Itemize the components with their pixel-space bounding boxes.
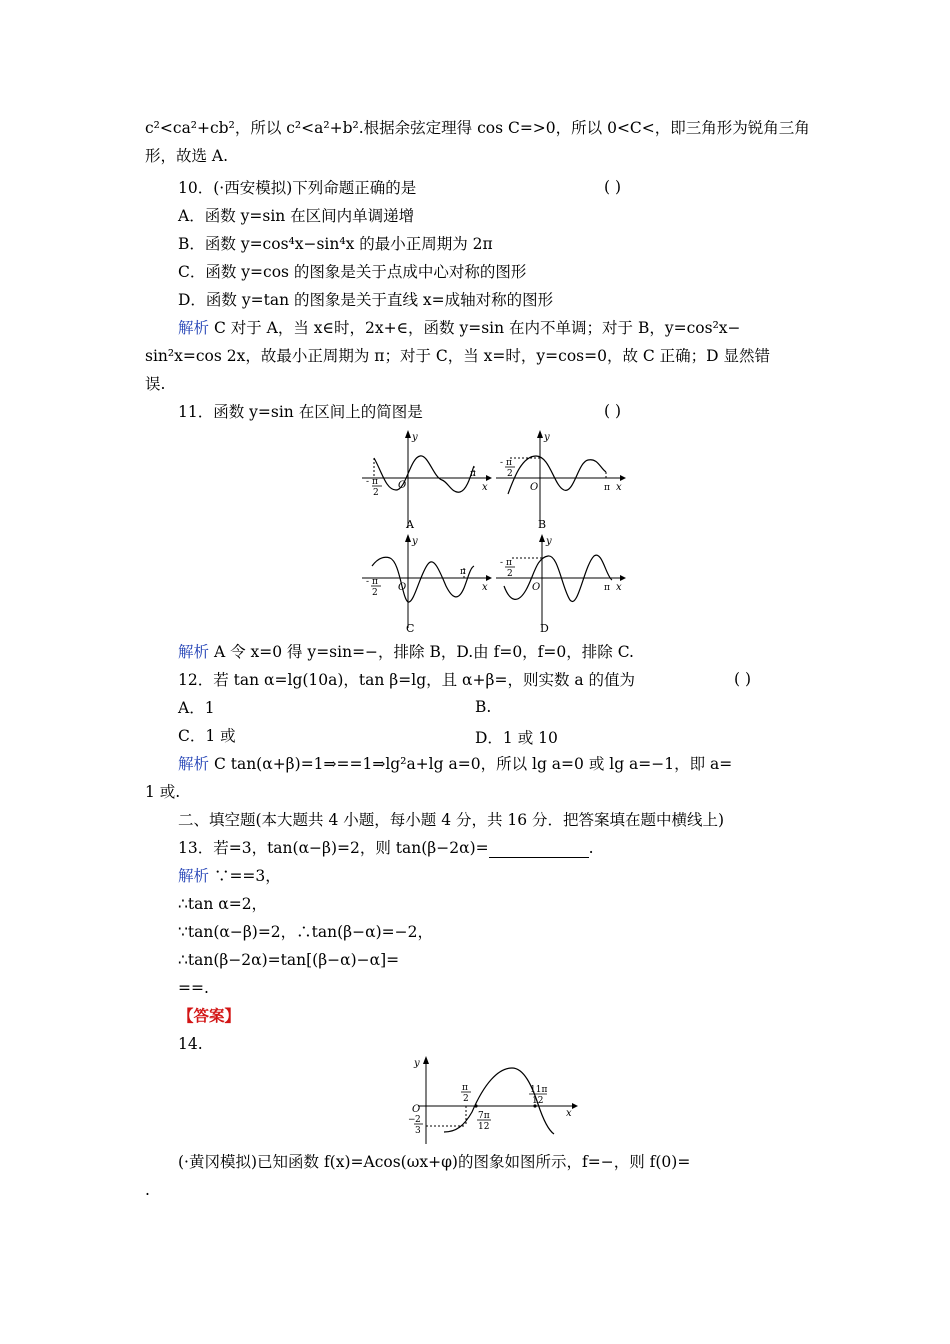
graph-a: [362, 428, 492, 533]
axis-label-x: x: [566, 1108, 572, 1119]
axis-label-x: x: [616, 482, 622, 493]
option-a: A．函数 y=sin 在区间内单调递增: [178, 207, 415, 225]
tick-pi: π: [460, 567, 466, 577]
question-10: 10．(·西安模拟)下列命题正确的是: [178, 179, 417, 197]
tick-den: 2: [507, 469, 513, 479]
option-d: D．1 或 10: [475, 729, 558, 747]
graph-label: B: [538, 518, 547, 531]
solution-text: C 对于 A，当 x∈时，2x+∈，函数 y=sin 在内不单调；对于 B，y=cos²x−: [209, 319, 741, 337]
tick-num: π: [372, 577, 378, 587]
graph-label: A: [406, 518, 414, 531]
tick-pi: π: [604, 583, 610, 593]
question-text: .: [588, 839, 594, 857]
axis-label-y: y: [412, 432, 418, 443]
tick-minus: -: [500, 458, 504, 468]
text-line: c²<ca²+cb²，所以 c²<a²+b².根据余弦定理得 cos C=>0，所以 0<C<，即三角形为锐角三角: [145, 119, 810, 137]
origin-label: O: [398, 582, 407, 593]
axis-label-y: y: [544, 432, 550, 443]
question-13: [178, 838, 594, 858]
tick-den: 2: [463, 1094, 469, 1104]
text-line: 形，故选 A.: [145, 147, 229, 165]
origin-label: O: [398, 480, 407, 491]
tick-num: π: [506, 558, 512, 568]
solution-13: [178, 866, 281, 886]
axis-label-y: y: [546, 536, 552, 547]
answer-paren: ( ): [734, 670, 752, 688]
option-b: B．函数 y=cos⁴x−sin⁴x 的最小正周期为 2π: [178, 235, 493, 253]
text-line: ∴tan α=2，: [178, 895, 268, 913]
tick-num: π: [462, 1083, 468, 1093]
axis-label-y: y: [414, 1058, 420, 1069]
solution-label: 解析: [178, 319, 210, 337]
axis-label-x: x: [482, 482, 488, 493]
option-c: C．函数 y=cos 的图象是关于点成中心对称的图形: [178, 263, 527, 281]
text-line: .: [145, 1181, 150, 1199]
tick-num: π: [372, 477, 378, 487]
tick-minus: -: [366, 477, 370, 487]
tick-den: 12: [532, 1096, 544, 1106]
graph-label: D: [540, 622, 549, 635]
tick-den: 2: [372, 588, 378, 598]
question-14-text: (·黄冈模拟)已知函数 f(x)=Acos(ωx+φ)的图象如图所示，f=−，则 f(0)=: [178, 1153, 691, 1171]
option-c: C．1 或: [178, 727, 236, 745]
graph-d: [492, 532, 627, 637]
solution-11: [178, 642, 634, 662]
solution-text: A 令 x=0 得 y=sin=−，排除 B，D.由 f=0，f=0，排除 C.: [209, 643, 634, 661]
text-line: 误.: [145, 375, 166, 393]
graph-label: C: [406, 622, 415, 635]
graph-b: [492, 428, 627, 533]
tick-num: 2: [415, 1115, 421, 1125]
origin-label: O: [412, 1104, 421, 1115]
question-14: 14.: [178, 1035, 203, 1053]
text-line: sin²x=cos 2x，故最小正周期为 π；对于 C，当 x=时，y=cos=0，故 C 正确；D 显然错: [145, 347, 771, 365]
origin-label: O: [530, 482, 539, 493]
axis-label-x: x: [482, 582, 488, 593]
tick-den: 3: [415, 1126, 421, 1136]
question-11: 11．函数 y=sin 在区间上的简图是: [178, 403, 423, 421]
tick-den: 2: [507, 569, 513, 579]
section-heading: 二、填空题(本大题共 4 小题，每小题 4 分，共 16 分．把答案填在题中横线上): [178, 811, 725, 829]
solution-text: ∵==3，: [209, 867, 281, 885]
axis-label-y: y: [412, 536, 418, 547]
answer-blank: [489, 843, 589, 858]
tick-den: 2: [373, 488, 379, 498]
option-a: A．1: [178, 699, 215, 717]
question-text: 13．若=3，tan(α−β)=2，则 tan(β−2α)=: [178, 839, 489, 857]
text-line: 1 或.: [145, 783, 181, 801]
answer-paren: ( ): [604, 402, 622, 420]
tick-num: π: [506, 458, 512, 468]
solution-12: [178, 754, 732, 774]
tick-minus: −: [408, 1115, 416, 1125]
solution-text: C tan(α+β)=1⇒==1⇒lg²a+lg a=0，所以 lg a=0 或 lg a=−1，即 a=: [209, 755, 733, 773]
tick-num: 11π: [530, 1085, 548, 1095]
solution-10: [178, 318, 741, 338]
origin-label: O: [532, 582, 541, 593]
tick-pi: π: [470, 469, 476, 479]
question-12: 12．若 tan α=lg(10a)，tan β=lg，且 α+β=，则实数 a 的值为: [178, 671, 636, 689]
tick-den: 12: [478, 1122, 490, 1132]
answer-label: 【答案】: [178, 1006, 241, 1025]
solution-label: 解析: [178, 867, 210, 885]
solution-label: 解析: [178, 643, 210, 661]
graph-14: [404, 1054, 584, 1146]
tick-minus: -: [366, 577, 370, 587]
text-line: ∴tan(β−2α)=tan[(β−α)−α]=: [178, 951, 400, 969]
tick-pi: π: [604, 483, 610, 493]
solution-label: 解析: [178, 755, 210, 773]
axis-label-x: x: [616, 582, 622, 593]
text-line: ∵tan(α−β)=2，∴tan(β−α)=−2，: [178, 923, 433, 941]
graph-c: [362, 532, 492, 637]
text-line: ==.: [178, 979, 209, 997]
tick-minus: -: [500, 558, 504, 568]
option-d: D．函数 y=tan 的图象是关于直线 x=成轴对称的图形: [178, 291, 554, 309]
option-b: B.: [475, 698, 492, 716]
tick-num: 7π: [478, 1111, 490, 1121]
answer-paren: ( ): [604, 178, 622, 196]
